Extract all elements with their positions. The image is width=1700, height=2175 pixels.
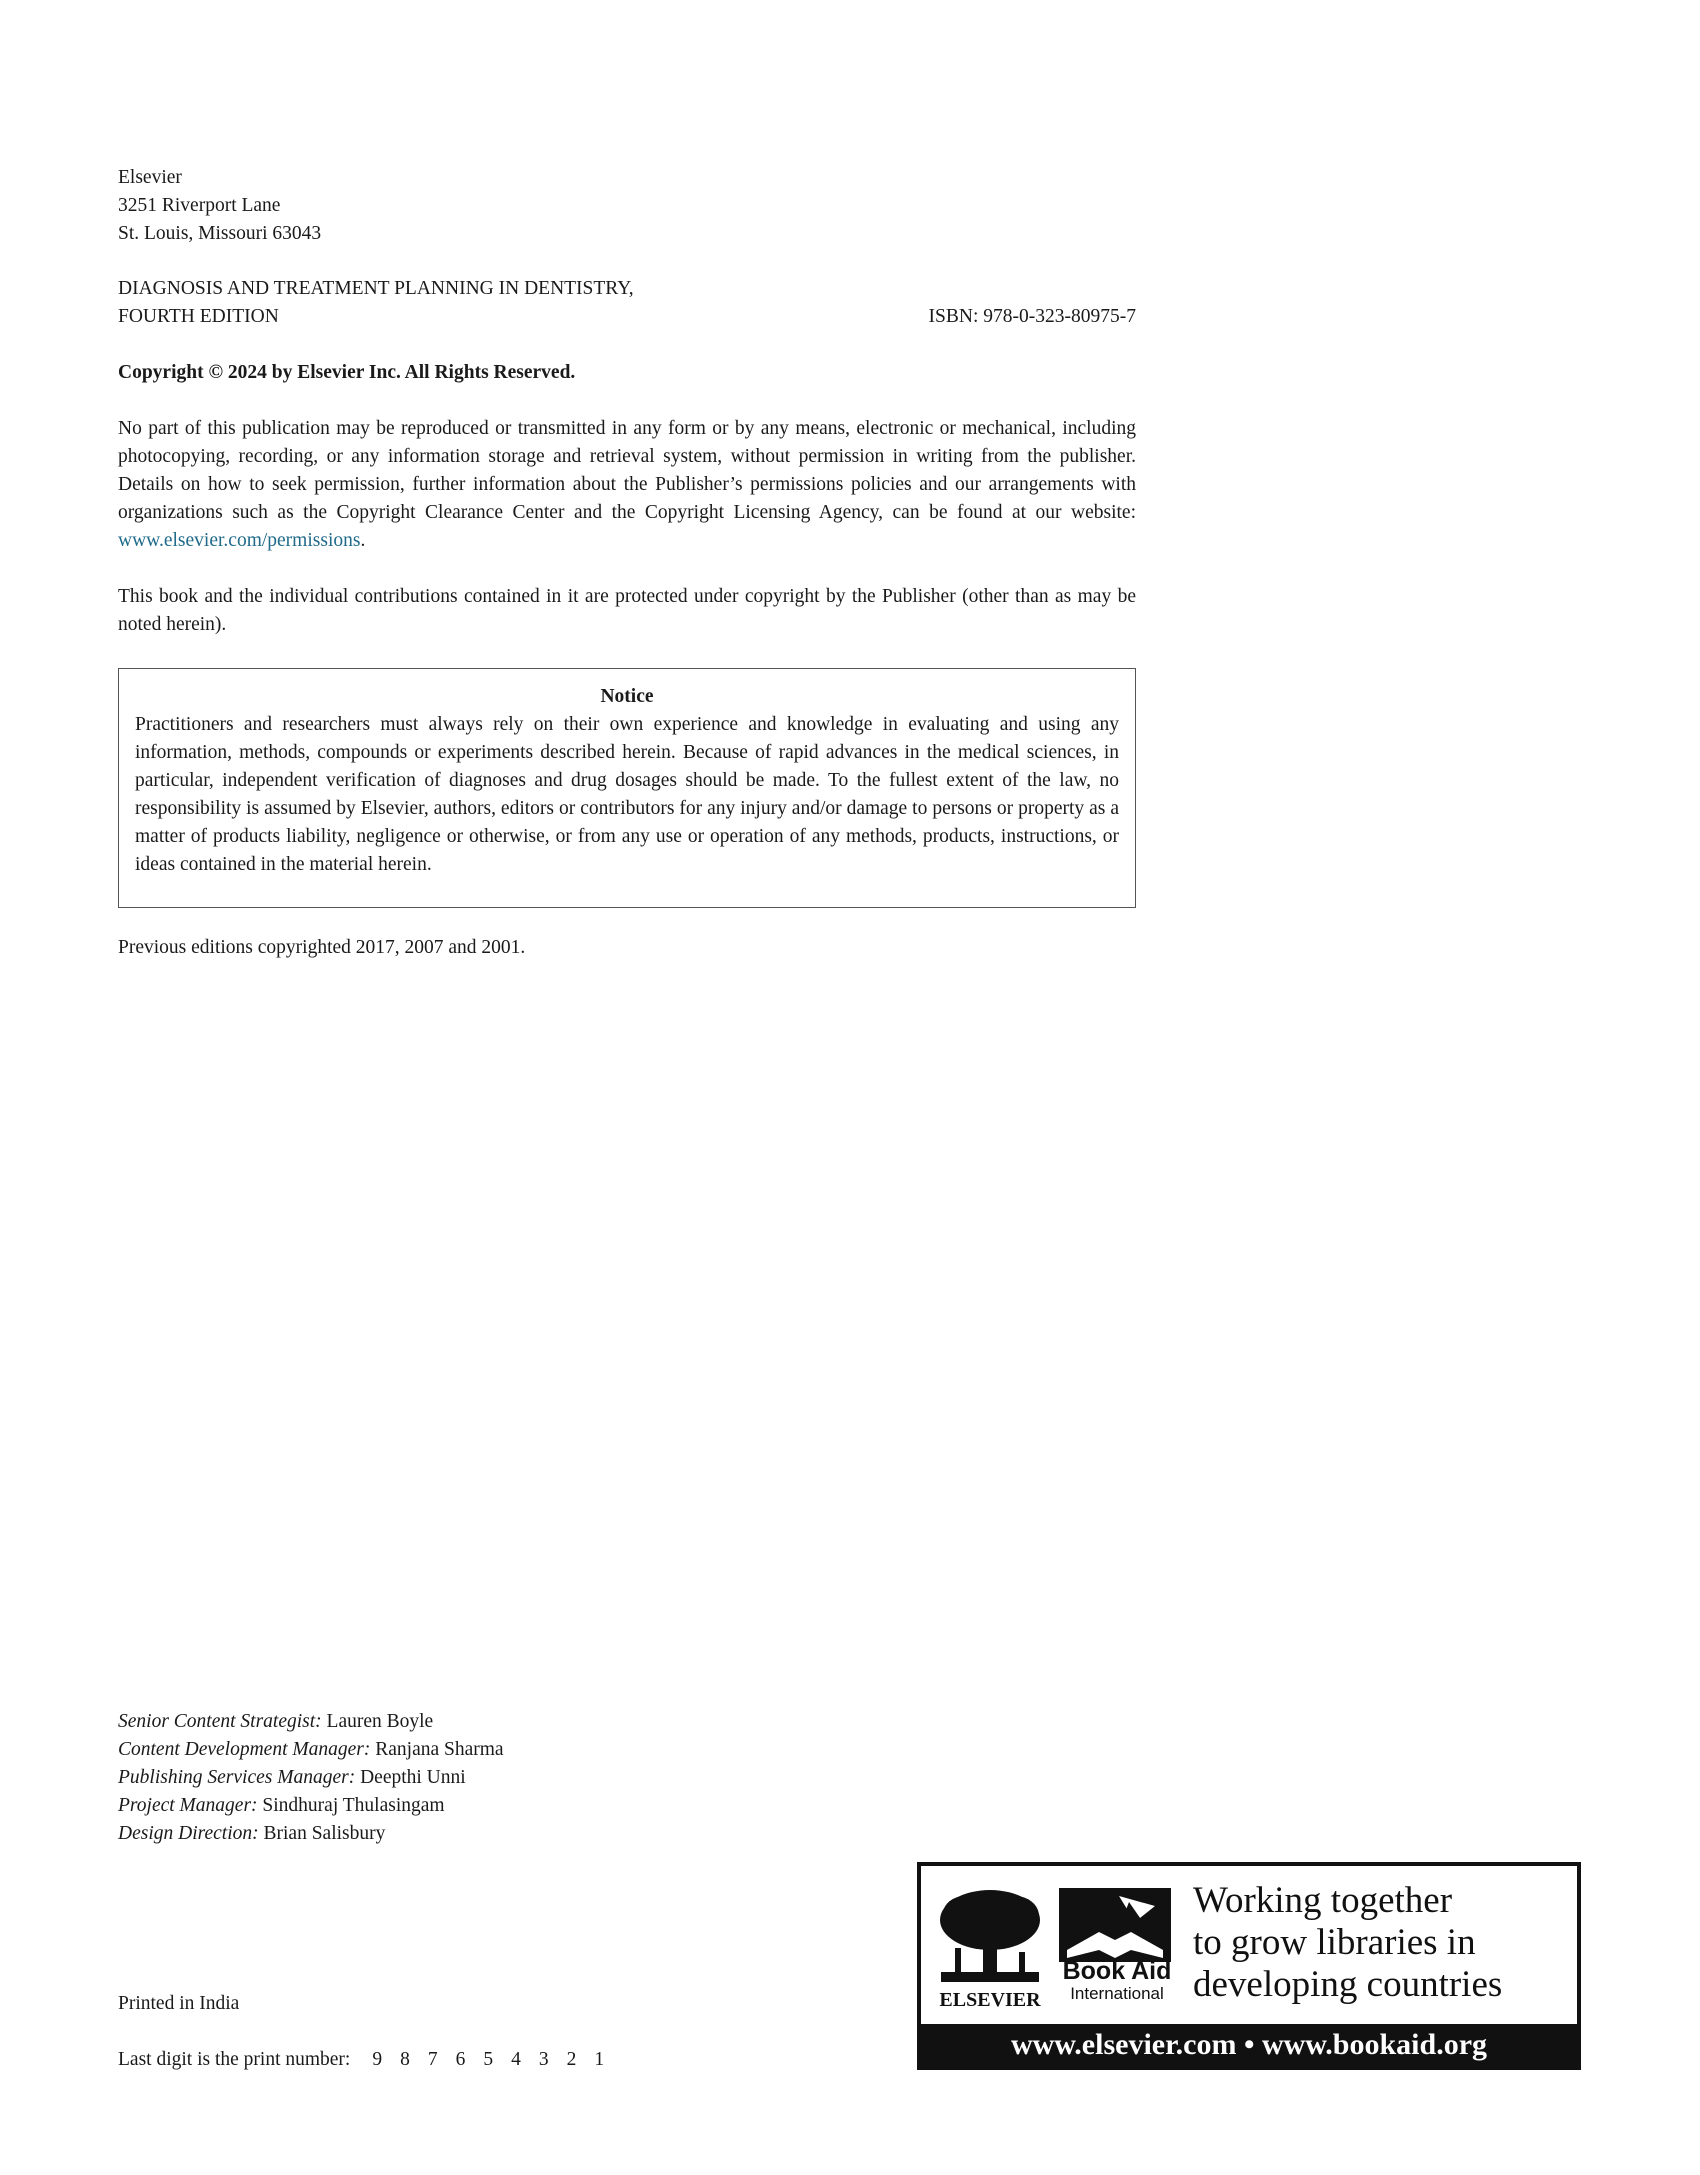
- production-credits: [118, 1708, 1136, 1848]
- credit-line: Content Development Manager: Ranjana Sharma: [118, 1739, 504, 1760]
- badge-footer-urls: www.elsevier.com • www.bookaid.org: [921, 2024, 1577, 2066]
- credit-line: Project Manager: Sindhuraj Thulasingam: [118, 1795, 445, 1816]
- book-edition: FOURTH EDITION: [118, 306, 279, 327]
- book-isbn: ISBN: 978-0-323-80975-7: [928, 306, 1136, 327]
- badge-slogan: Working together to grow libraries in developing countries: [1193, 1880, 1503, 2005]
- notice-text: Practitioners and researchers must always rely on their own experience and knowledge in evaluating and using any information, methods, compounds or experiments described herein. Because of rapid advances in the medical sciences, in particular, independent verification of diagnoses and drug dosages should be made. To the fullest extent of the law, no responsibility is assumed by Elsevier, authors, editors or contributors for any injury and/or damage to persons or property as a matter of products liability, negligence or otherwise, or from any use or operation of any methods, products, instructions, or ideas contained in the material herein.: [135, 714, 1119, 875]
- printed-in: Printed in India: [118, 1993, 240, 2014]
- rights-paragraph: [118, 415, 1136, 555]
- rights-text: No part of this publication may be reproduced or transmitted in any form or by any means, electronic or mechanical, including photocopying, recording, or any information storage and retrieval system, without permission in writing from the publisher. Details on how to seek permission, further information about the Publisher’s permissions policies and our arrangements with organizations such as the Copyright Clearance Center and the Copyright Licensing Agency, can be found at our website:: [118, 418, 1136, 523]
- elsevier-wordmark: ELSEVIER: [939, 1989, 1041, 2011]
- notice-title: Notice: [600, 686, 654, 707]
- copyright-line: Copyright © 2024 by Elsevier Inc. All Rights Reserved.: [118, 362, 576, 383]
- credit-line: Design Direction: Brian Salisbury: [118, 1823, 386, 1844]
- protected-paragraph: [118, 583, 1136, 639]
- credit-line: Senior Content Strategist: Lauren Boyle: [118, 1711, 434, 1732]
- rights-end: .: [360, 530, 366, 551]
- previous-editions: Previous editions copyrighted 2017, 2007 and 2001.: [118, 937, 526, 958]
- elsevier-tree-icon: [935, 1886, 1045, 1986]
- print-number-label: Last digit is the print number:: [118, 2049, 351, 2070]
- publisher-name: Elsevier: [118, 167, 182, 188]
- permissions-link[interactable]: www.elsevier.com/permissions: [118, 530, 361, 551]
- book-aid-title: Book Aid: [1062, 1957, 1172, 1985]
- print-digits: 9 8 7 6 5 4 3 2 1: [372, 2049, 605, 2070]
- publisher-street: 3251 Riverport Lane: [118, 195, 281, 216]
- protected-text: This book and the individual contributions contained in it are protected under copyright by the Publisher (other than as may be noted herein).: [118, 586, 1136, 635]
- publisher-address: [118, 164, 1136, 248]
- book-title: DIAGNOSIS AND TREATMENT PLANNING IN DENTISTRY,: [118, 278, 634, 299]
- book-aid-icon: [1059, 1888, 1171, 1962]
- publisher-city: St. Louis, Missouri 63043: [118, 223, 322, 244]
- book-aid-badge: [917, 1862, 1581, 2070]
- book-title-block: [118, 275, 1136, 331]
- book-aid-subtitle: International: [1070, 1984, 1164, 2003]
- notice-box: [118, 668, 1136, 908]
- credit-line: Publishing Services Manager: Deepthi Unni: [118, 1767, 466, 1788]
